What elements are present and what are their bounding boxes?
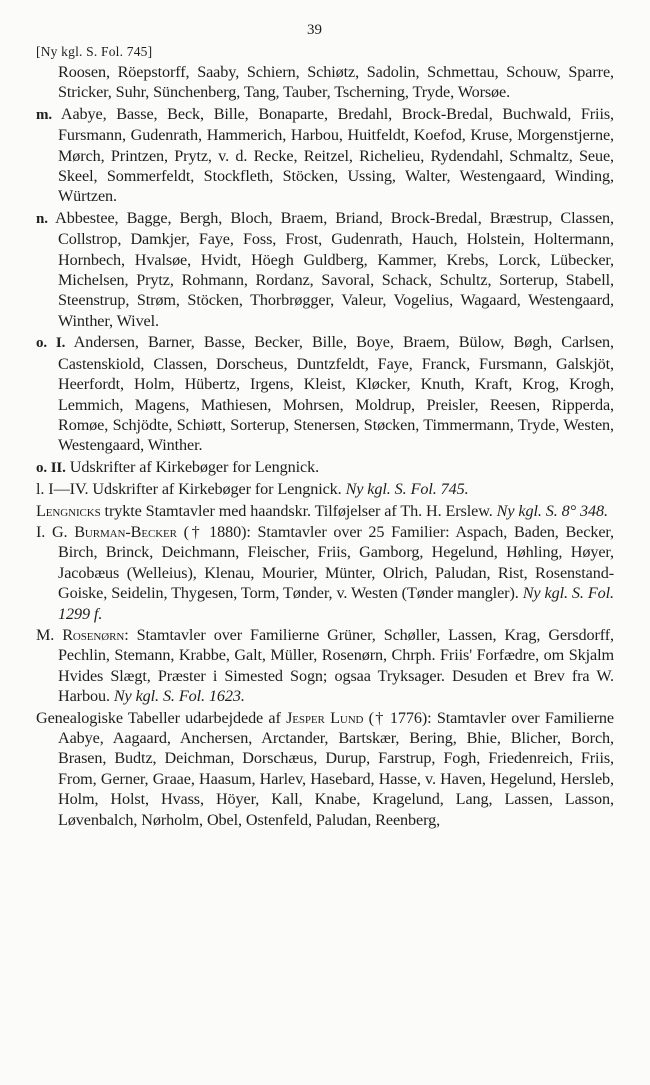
entry-label: m. (36, 106, 53, 123)
text-body (36, 62, 614, 831)
entry-label: o. I. (36, 335, 66, 352)
author-name: Jesper Lund (286, 708, 364, 727)
author-name: Lengnicks (36, 501, 101, 520)
shelfmark: [Ny kgl. S. Fol. 745] (36, 44, 153, 59)
entry-label: l. I—IV. (36, 480, 89, 499)
author-name: Burman-Becker (74, 522, 177, 541)
entry-n: n. Abbestee, Bagge, Bergh, Bloch, Braem, Briand, Brock-Bredal, Bræstrup, Classen, Collstrop, Damkjer, Faye, Foss, Frost, Gudenrath, Hauch, Holstein, Holtermann, Hornbech, Hvalsøe, Hvidt, Höegh Guldberg, Kammer, Krebs, Lorck, Lübecker, Michelsen, Prytz, Rohmann, Rordanz, Savoral, Schack, Schultz, Sorterup, Stabell, Steenstrup, Strøm, Stöcken, Thorbrøgger, Valeur, Vogelius, Wagaard, Westengaard, Winther, Wivel. (36, 208, 614, 330)
entry-m: m. Aabye, Basse, Beck, Bille, Bonaparte, Bredahl, Brock-Bredal, Buchwald, Friis, Fursmann, Gudenrath, Hammerich, Harbou, Huitfeldt, Koefod, Kruse, Morgenstjerne, Mørch, Printzen, Prytz, v. d. Recke, Reitzel, Richelieu, Rydendahl, Schmaltz, Seue, Skeel, Sommerfeldt, Stockfleth, Stöcken, Ussing, Walter, Westengaard, Winding, Würtzen. (36, 104, 614, 206)
entry-label: n. (36, 210, 48, 227)
entry-label: o. II. (36, 459, 66, 476)
entry-continuation: Roosen, Röepstorff, Saaby, Schiern, Schiøtz, Sadolin, Schmettau, Schouw, Sparre, Stricker, Suhr, Sünchenberg, Tang, Tauber, Tscherning, Tryde, Worsøe. (58, 63, 614, 102)
entry-lengnick-printed: Lengnicks trykte Stamtavler med haandskr. Tilføjelser af Th. H. Erslew. Ny kgl. S. 8° 348. (36, 501, 608, 520)
page-number: 39 (307, 22, 322, 38)
page-header (36, 22, 614, 59)
shelf-reference: Ny kgl. S. Fol. 1299 f. (58, 584, 614, 623)
author-name: Rosenørn (62, 625, 125, 644)
entry-jesper-lund: Genealogiske Tabeller udarbejdede af Jesper Lund († 1776): Stamtavler over Familierne Aabye, Aagaard, Anchersen, Arctander, Bartskær, Bering, Bhie, Blicher, Borch, Brasen, Budtz, Deichman, Dorschæus, Durup, Farstrup, Fogh, Friedenreich, Friis, From, Gerner, Graae, Haasum, Harlev, Hasebard, Hasse, v. Haven, Hegelund, Hersleb, Holm, Holst, Hvass, Höyer, Kall, Knabe, Kragelund, Lang, Lassen, Lasson, Løvenbalch, Nørholm, Obel, Ostenfeld, Paludan, Reenberg, (36, 708, 614, 829)
entry-o-i: o. I. Andersen, Barner, Basse, Becker, Bille, Boye, Braem, Bülow, Bøgh, Carlsen, Castenskiold, Classen, Dorscheus, Duntzfeldt, Faye, Franck, Fursmann, Galskjöt, Heerfordt, Holm, Hübertz, Irgens, Kleist, Kløcker, Knuth, Kraft, Krog, Krogh, Lemmich, Magens, Mathiesen, Mohrsen, Moldrup, Preisler, Reesen, Ripperda, Romøe, Schjödte, Schiøtt, Sorterup, Stenersen, Støcken, Timmermann, Tryde, Westen, Westengaard, Winther. (36, 333, 615, 455)
entry-l-i-iv: l. I—IV. Udskrifter af Kirkebøger for Lengnick. Ny kgl. S. Fol. 745. (36, 480, 469, 499)
entry-rosenorn: M. Rosenørn: Stamtavler over Familierne Grüner, Schøller, Lassen, Krag, Gersdorff, Pechlin, Stemann, Krabbe, Galt, Müller, Rosenørn, Chrph. Friis' Forfædre, om Skjalm Hvides Slægt, Præster i Simested Sogn; ogsaa Tryksager. Desuden et Brev fra W. Harbou. Ny kgl. S. Fol. 1623. (36, 625, 615, 706)
entry-burman-becker: I. G. Burman-Becker († 1880): Stamtavler over 25 Familier: Aspach, Baden, Becker, Birch, Brinck, Deichmann, Fleischer, Friis, Gamborg, Hegelund, Høhling, Høyer, Jacobæus (Welleius), Klenau, Mourier, Münter, Olrich, Paludan, Rist, Rosenstand-Goiske, Seidelin, Thygesen, Torm, Tønder, v. Westen (Tønder mangler). Ny kgl. S. Fol. 1299 f. (36, 522, 614, 623)
shelf-reference: Ny kgl. S. Fol. 1623. (113, 687, 245, 706)
shelf-reference: Ny kgl. S. 8° 348. (496, 501, 608, 520)
entry-o-ii: o. II. Udskrifter af Kirkebøger for Lengnick. (36, 457, 320, 476)
shelf-reference: Ny kgl. S. Fol. 745. (345, 480, 469, 499)
